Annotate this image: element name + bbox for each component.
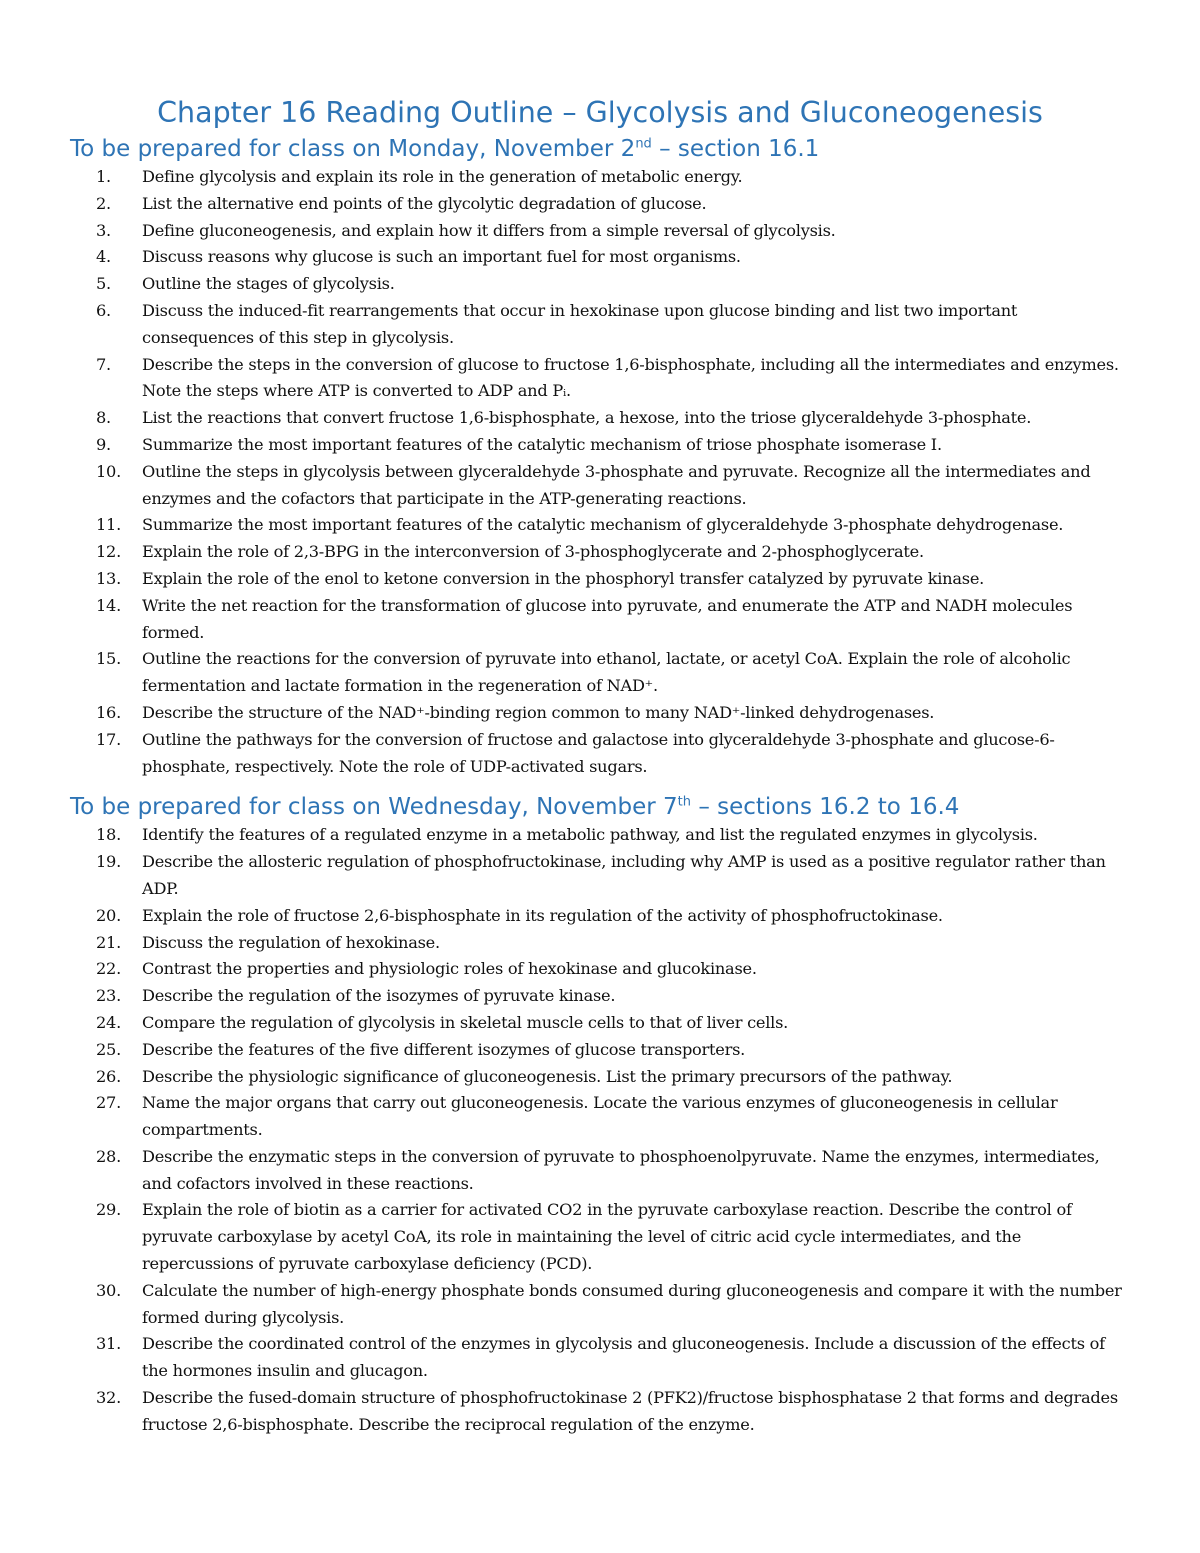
list-item-number: 27.	[96, 1093, 121, 1113]
list-item-text: Contrast the properties and physiologic roles of hexokinase and glucokinase.	[142, 959, 757, 979]
list-item	[70, 903, 1130, 930]
list-item-number: 12.	[96, 542, 121, 562]
list-item-number: 15.	[96, 649, 121, 669]
list-item-text: Discuss reasons why glucose is such an important fuel for most organisms.	[142, 247, 741, 267]
list-item	[70, 432, 1130, 459]
list-item-text: Describe the structure of the NAD⁺-binding region common to many NAD⁺-linked dehydrogenases.	[142, 702, 935, 722]
list-item	[70, 593, 1130, 647]
list-item-text: Summarize the most important features of the catalytic mechanism of glyceraldehyde 3-phosphate dehydrogenase.	[142, 515, 1064, 535]
list-item-number: 4.	[96, 247, 111, 267]
list-item	[70, 1010, 1130, 1037]
list-item-number: 28.	[96, 1146, 121, 1166]
list-item	[70, 1064, 1130, 1091]
section-2-list	[70, 822, 1130, 1438]
section-2-heading-suffix: – sections 16.2 to 16.4	[691, 794, 960, 821]
section-1-heading-suffix: – section 16.1	[651, 136, 820, 162]
list-item	[70, 1037, 1130, 1064]
list-item-text: Compare the regulation of glycolysis in skeletal muscle cells to that of liver cells.	[142, 1012, 789, 1032]
list-item-text: Describe the coordinated control of the enzymes in glycolysis and gluconeogenesis. Include a discussion of the effects of the hormones insulin and glucagon.	[142, 1334, 1105, 1381]
list-item-text: Calculate the number of high-energy phosphate bonds consumed during gluconeogenesis and compare it with the number formed during glycolysis.	[142, 1280, 1122, 1327]
list-item-number: 13.	[96, 568, 121, 588]
section-1-list	[70, 164, 1130, 780]
list-item	[70, 822, 1130, 849]
list-item-text: Describe the features of the five different isozymes of glucose transporters.	[142, 1039, 746, 1059]
list-item-text: Outline the pathways for the conversion of fructose and galactose into glyceraldehyde 3-phosphate and glucose-6-phosphate, respectively. Note the role of UDP-activated sugars.	[142, 729, 1055, 776]
list-item-number: 19.	[96, 852, 121, 872]
list-item-number: 16.	[96, 702, 121, 722]
list-item	[70, 164, 1130, 191]
list-item	[70, 244, 1130, 271]
section-2-heading-ordinal: th	[677, 794, 692, 810]
section-2-heading-text: To be prepared for class on Wednesday, November 7	[70, 794, 678, 821]
list-item	[70, 1278, 1130, 1332]
list-item-text: Outline the stages of glycolysis.	[142, 274, 395, 294]
section-2-heading	[70, 792, 1130, 822]
list-item-number: 14.	[96, 595, 121, 615]
list-item-number: 32.	[96, 1388, 121, 1408]
list-item-number: 11.	[96, 515, 121, 535]
list-item-text: Describe the physiologic significance of gluconeogenesis. List the primary precursors of the pathway.	[142, 1066, 953, 1086]
list-item-number: 9.	[96, 434, 111, 454]
list-item	[70, 700, 1130, 727]
list-item-number: 30.	[96, 1280, 121, 1300]
list-item-number: 5.	[96, 274, 111, 294]
list-item-number: 1.	[96, 167, 111, 186]
list-item-text: Explain the role of biotin as a carrier for activated CO2 in the pyruvate carboxylase reaction. Describe the control of pyruvate carboxylase by acetyl CoA, its role in maintaining the level of citric acid cycle intermediates, and the repercussions of pyruvate carboxylase deficiency (PCD).	[142, 1200, 1072, 1274]
list-item-text: Summarize the most important features of the catalytic mechanism of triose phosphate isomerase I.	[142, 434, 942, 454]
list-item-text: Explain the role of fructose 2,6-bisphosphate in its regulation of the activity of phosphofructokinase.	[142, 905, 943, 925]
list-item-text: List the alternative end points of the glycolytic degradation of glucose.	[142, 193, 707, 213]
list-item	[70, 930, 1130, 957]
list-item-number: 24.	[96, 1012, 121, 1032]
list-item	[70, 566, 1130, 593]
list-item	[70, 352, 1130, 406]
list-item-text: Describe the steps in the conversion of glucose to fructose 1,6-bisphosphate, including all the intermediates and enzymes. Note the steps where ATP is converted to ADP and Pᵢ.	[142, 354, 1119, 401]
list-item-text: Outline the steps in glycolysis between glyceraldehyde 3-phosphate and pyruvate. Recognize all the intermediates and enzymes and the cofactors that participate in the ATP-generating reactions.	[142, 461, 1091, 508]
list-item-text: Explain the role of 2,3-BPG in the interconversion of 3-phosphoglycerate and 2-phosphoglycerate.	[142, 542, 924, 562]
list-item	[70, 539, 1130, 566]
list-item-text: Discuss the regulation of hexokinase.	[142, 932, 440, 952]
list-item	[70, 191, 1130, 218]
list-item	[70, 727, 1130, 781]
list-item-number: 20.	[96, 905, 121, 925]
list-item	[70, 1197, 1130, 1277]
list-item-text: Write the net reaction for the transformation of glucose into pyruvate, and enumerate the ATP and NADH molecules formed.	[142, 595, 1073, 642]
list-item	[70, 956, 1130, 983]
list-item-number: 3.	[96, 220, 111, 240]
list-item	[70, 983, 1130, 1010]
list-item-text: Define glycolysis and explain its role in the generation of metabolic energy.	[142, 167, 743, 186]
list-item-number: 29.	[96, 1200, 121, 1220]
list-item	[70, 1144, 1130, 1198]
list-item-text: Describe the allosteric regulation of phosphofructokinase, including why AMP is used as a positive regulator rather than ADP.	[142, 852, 1106, 898]
list-item	[70, 405, 1130, 432]
list-item-number: 26.	[96, 1066, 121, 1086]
list-item-text: Describe the regulation of the isozymes of pyruvate kinase.	[142, 986, 616, 1006]
list-item	[70, 1385, 1130, 1439]
list-item	[70, 512, 1130, 539]
list-item-number: 7.	[96, 354, 111, 374]
list-item	[70, 646, 1130, 700]
list-item	[70, 849, 1130, 903]
section-1-heading	[70, 134, 1130, 164]
list-item	[70, 459, 1130, 513]
list-item-number: 31.	[96, 1334, 121, 1354]
list-item-text: Identify the features of a regulated enzyme in a metabolic pathway, and list the regulated enzymes in glycolysis.	[142, 825, 1038, 845]
document-title: Chapter 16 Reading Outline – Glycolysis and Gluconeogenesis	[157, 96, 1043, 129]
list-item-number: 17.	[96, 729, 121, 749]
list-item-number: 10.	[96, 461, 121, 481]
list-item-number: 6.	[96, 300, 111, 320]
list-item-number: 22.	[96, 959, 121, 979]
list-item-text: Describe the fused-domain structure of phosphofructokinase 2 (PFK2)/fructose bisphosphatase 2 that forms and degrades fructose 2,6-bisphosphate. Describe the reciprocal regulation of the enzyme.	[142, 1388, 1118, 1434]
list-item-text: Discuss the induced-fit rearrangements that occur in hexokinase upon glucose binding and list two important consequences of this step in glycolysis.	[142, 300, 1018, 347]
list-item	[70, 271, 1130, 298]
list-item	[70, 1090, 1130, 1144]
section-1-heading-ordinal: nd	[635, 136, 652, 152]
list-item-text: Name the major organs that carry out gluconeogenesis. Locate the various enzymes of gluconeogenesis in cellular compartments.	[142, 1093, 1058, 1140]
list-item-text: Outline the reactions for the conversion of pyruvate into ethanol, lactate, or acetyl CoA. Explain the role of alcoholic fermentation and lactate formation in the regeneration of NAD⁺.	[142, 649, 1071, 696]
list-item	[70, 298, 1130, 352]
list-item	[70, 218, 1130, 245]
list-item-text: List the reactions that convert fructose 1,6-bisphosphate, a hexose, into the triose glyceraldehyde 3-phosphate.	[142, 408, 1032, 428]
list-item-text: Describe the enzymatic steps in the conversion of pyruvate to phosphoenolpyruvate. Name the enzymes, intermediates, and cofactors involved in these reactions.	[142, 1146, 1100, 1193]
list-item-text: Define gluconeogenesis, and explain how it differs from a simple reversal of glycolysis.	[142, 220, 836, 240]
list-item-text: Explain the role of the enol to ketone conversion in the phosphoryl transfer catalyzed by pyruvate kinase.	[142, 568, 985, 588]
list-item-number: 23.	[96, 986, 121, 1006]
section-1-heading-text: To be prepared for class on Monday, November 2	[70, 136, 636, 162]
list-item-number: 8.	[96, 408, 111, 428]
list-item-number: 2.	[96, 193, 111, 213]
list-item-number: 21.	[96, 932, 121, 952]
list-item-number: 25.	[96, 1039, 121, 1059]
list-item	[70, 1331, 1130, 1385]
list-item-number: 18.	[96, 825, 121, 845]
